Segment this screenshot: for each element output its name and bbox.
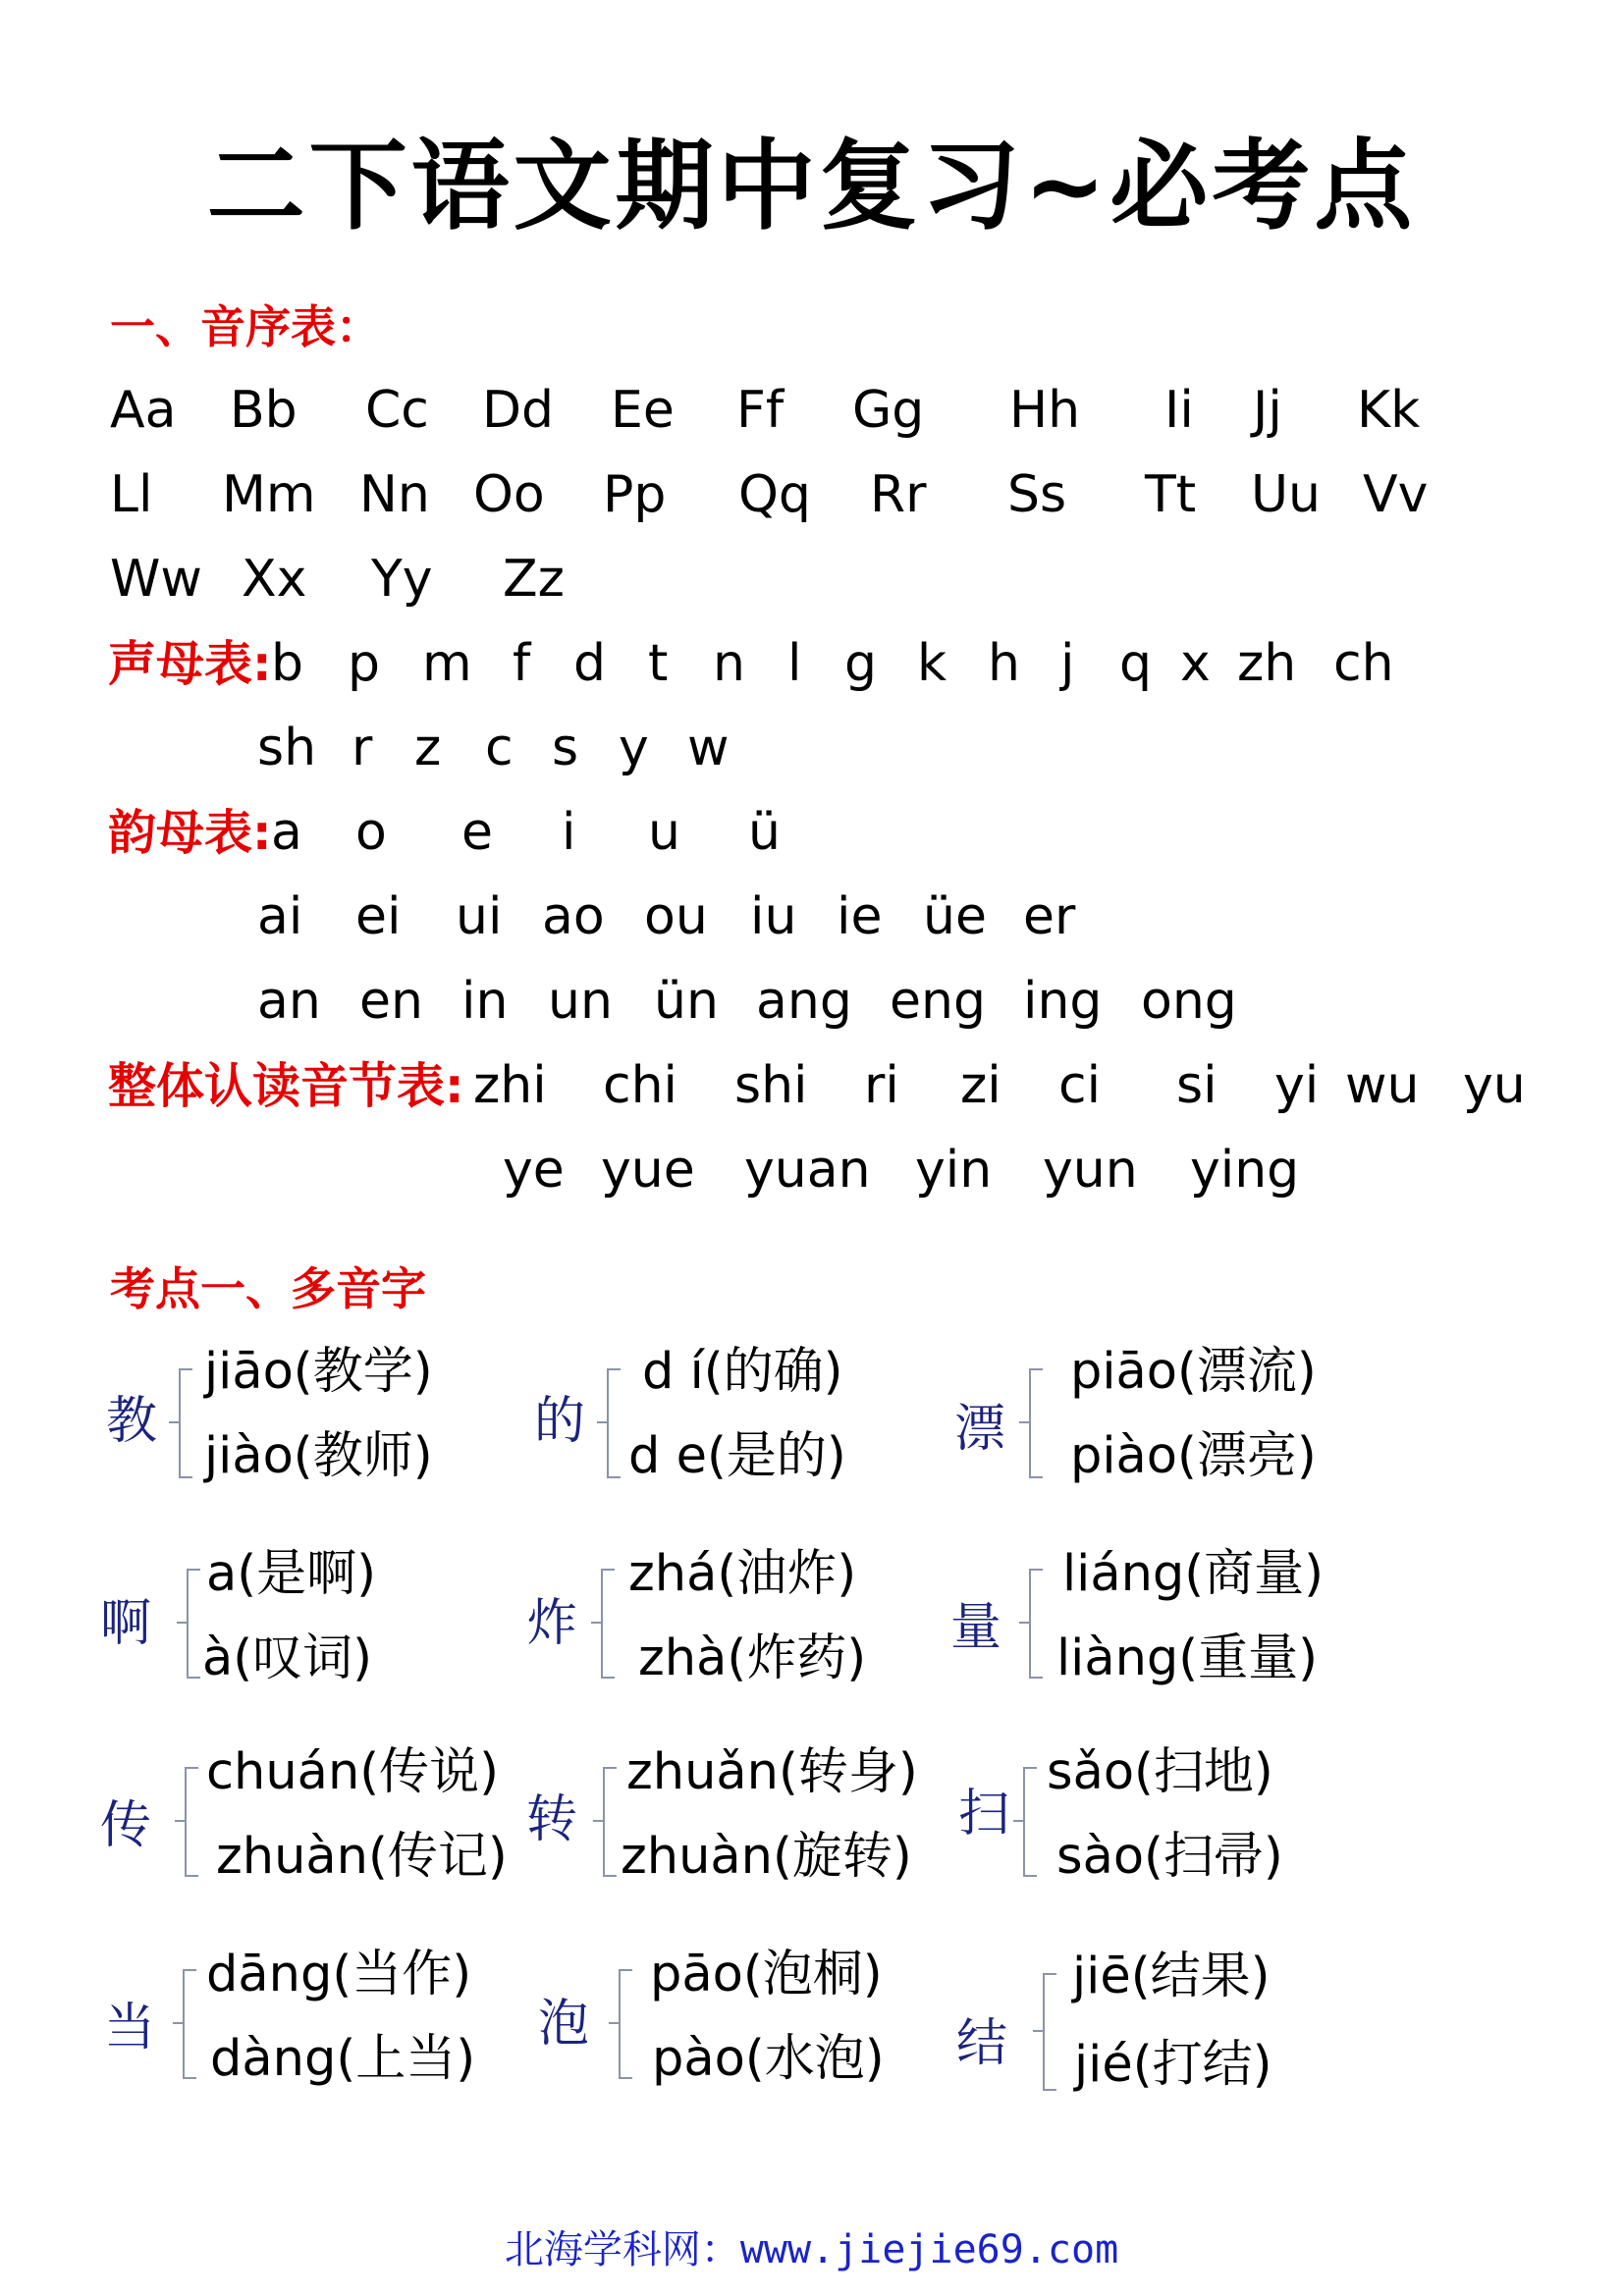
letter-pair: Ff — [736, 381, 784, 440]
syllable: yu — [1463, 1056, 1526, 1115]
section-heading-alphabet: 一、音序表： — [110, 300, 381, 353]
letter-pair: Ee — [611, 381, 675, 440]
initial: sh — [257, 719, 317, 777]
syllable: si — [1176, 1056, 1217, 1115]
reading-1: chuán(传说) — [206, 1743, 500, 1801]
brace-tip-icon — [177, 1622, 187, 1624]
final: ao — [542, 887, 605, 946]
final: ai — [257, 887, 303, 946]
final: iu — [750, 887, 797, 946]
initial: j — [1060, 634, 1075, 693]
brace-tip-icon — [1019, 1622, 1029, 1624]
final: en — [359, 972, 423, 1031]
syllable: zhi — [473, 1056, 547, 1115]
brace-icon — [1029, 1368, 1043, 1478]
brace-icon — [1043, 1973, 1056, 2091]
syllable: ye — [503, 1141, 565, 1200]
reading-2: zhuàn(传记) — [216, 1828, 508, 1886]
initial: t — [648, 634, 669, 693]
initial: h — [988, 634, 1020, 693]
reading-1: jiē(结果) — [1072, 1948, 1271, 2005]
polyphone-char: 量 — [950, 1598, 1002, 1657]
final: ün — [654, 972, 719, 1031]
syllable: ying — [1190, 1141, 1300, 1200]
reading-2: sào(扫帚) — [1056, 1828, 1283, 1886]
letter-pair: Yy — [371, 550, 433, 609]
syllable: yi — [1274, 1056, 1320, 1115]
brace-icon — [1029, 1569, 1043, 1679]
initial: g — [844, 634, 878, 693]
letter-pair: Xx — [242, 550, 307, 609]
syllable: shi — [734, 1056, 808, 1115]
reading-1: piāo(漂流) — [1070, 1343, 1317, 1401]
letter-pair: Vv — [1363, 465, 1429, 524]
final: ou — [644, 887, 708, 946]
reading-2: zhà(炸药) — [638, 1629, 867, 1687]
final: ing — [1023, 972, 1103, 1031]
final: üe — [923, 887, 987, 946]
final: o — [355, 803, 387, 862]
initial: b — [271, 634, 304, 693]
brace-tip-icon — [175, 1820, 185, 1822]
reading-2: dàng(上当) — [210, 2030, 476, 2088]
syllable: zi — [960, 1056, 1001, 1115]
initial: y — [619, 719, 649, 777]
initial: p — [348, 634, 381, 693]
reading-2: d e(是的) — [628, 1427, 846, 1485]
final: i — [562, 803, 576, 862]
footer-site: 北海学科网： — [504, 2227, 740, 2272]
syllable: yun — [1043, 1141, 1138, 1200]
final: a — [271, 803, 302, 862]
zhengti-label: 整体认读音节表: — [108, 1058, 464, 1114]
initial: z — [414, 719, 442, 777]
brace-tip-icon — [593, 1820, 603, 1822]
syllable: ri — [864, 1056, 899, 1115]
initial: zh — [1237, 634, 1297, 693]
letter-pair: Oo — [473, 465, 545, 524]
letter-pair: Tt — [1145, 465, 1197, 524]
shengmu-label: 声母表: — [108, 636, 272, 692]
final: ang — [756, 972, 852, 1031]
initial: d — [573, 634, 607, 693]
final: u — [648, 803, 680, 862]
initial: f — [513, 634, 531, 693]
initial: k — [917, 634, 947, 693]
initial: n — [713, 634, 745, 693]
initial: m — [422, 634, 472, 693]
reading-1: zhá(油炸) — [628, 1545, 857, 1603]
yunmu-label: 韵母表: — [108, 805, 272, 861]
letter-pair: Dd — [482, 381, 555, 440]
final: ei — [355, 887, 402, 946]
syllable: chi — [603, 1056, 677, 1115]
page-title: 二下语文期中复习~必考点 — [206, 129, 1417, 243]
polyphone-char: 扫 — [958, 1785, 1010, 1843]
section-heading-polyphones: 考点一、多音字 — [110, 1262, 426, 1315]
letter-pair: Rr — [870, 465, 927, 524]
brace-icon — [1023, 1767, 1037, 1877]
letter-pair: Ss — [1007, 465, 1067, 524]
initial: l — [787, 634, 802, 693]
final: in — [461, 972, 509, 1031]
reading-1: sǎo(扫地) — [1047, 1743, 1273, 1801]
reading-2: zhuàn(旋转) — [621, 1828, 912, 1886]
polyphone-char: 啊 — [100, 1594, 152, 1653]
brace-icon — [603, 1767, 617, 1877]
reading-2: à(叹词) — [202, 1629, 373, 1687]
final: ong — [1141, 972, 1237, 1031]
polyphone-char: 教 — [106, 1392, 158, 1451]
letter-pair: Pp — [603, 465, 667, 524]
brace-icon — [183, 1969, 196, 2079]
initial: s — [552, 719, 579, 777]
letter-pair: Cc — [365, 381, 429, 440]
brace-tip-icon — [1019, 1421, 1029, 1423]
polyphone-char: 传 — [100, 1796, 152, 1855]
brace-icon — [601, 1569, 615, 1679]
initial: c — [485, 719, 514, 777]
syllable: ci — [1058, 1056, 1102, 1115]
brace-icon — [619, 1969, 632, 2079]
initial: ch — [1333, 634, 1394, 693]
final: ui — [456, 887, 503, 946]
syllable: yue — [601, 1141, 695, 1200]
letter-pair: Uu — [1251, 465, 1322, 524]
letter-pair: Nn — [359, 465, 430, 524]
initial: q — [1119, 634, 1153, 693]
brace-tip-icon — [609, 2022, 619, 2024]
brace-tip-icon — [169, 1421, 179, 1423]
reading-1: dāng(当作) — [206, 1946, 472, 2003]
initial: r — [352, 719, 373, 777]
syllable: yuan — [744, 1141, 871, 1200]
reading-2: jié(打结) — [1074, 2036, 1272, 2094]
brace-icon — [607, 1368, 621, 1478]
initial: w — [687, 719, 730, 777]
polyphone-char: 结 — [956, 2014, 1008, 2073]
letter-pair: Aa — [110, 381, 177, 440]
final: er — [1023, 887, 1076, 946]
brace-tip-icon — [1033, 2030, 1043, 2032]
letter-pair: Ll — [110, 465, 153, 524]
final: e — [461, 803, 493, 862]
letter-pair: Bb — [230, 381, 298, 440]
syllable: wu — [1345, 1056, 1420, 1115]
reading-1: a(是啊) — [206, 1545, 377, 1603]
letter-pair: Kk — [1357, 381, 1421, 440]
letter-pair: Hh — [1009, 381, 1081, 440]
polyphone-char: 炸 — [526, 1594, 578, 1653]
reading-1: pāo(泡桐) — [650, 1946, 883, 2003]
reading-1: d í(的确) — [642, 1343, 843, 1401]
letter-pair: Zz — [503, 550, 565, 609]
polyphone-char: 泡 — [538, 1995, 590, 2054]
final: ü — [748, 803, 781, 862]
reading-2: piào(漂亮) — [1070, 1427, 1317, 1485]
brace-icon — [185, 1767, 198, 1877]
letter-pair: Jj — [1253, 381, 1282, 440]
letter-pair: Mm — [222, 465, 316, 524]
letter-pair: Ii — [1164, 381, 1194, 440]
footer-url[interactable]: www.jiejie69.com — [739, 2227, 1119, 2272]
reading-1: liáng(商量) — [1062, 1545, 1325, 1603]
brace-tip-icon — [597, 1421, 607, 1423]
polyphone-char: 漂 — [954, 1400, 1006, 1459]
initial: x — [1180, 634, 1211, 693]
polyphone-char: 的 — [534, 1392, 586, 1451]
polyphone-char: 当 — [104, 1999, 156, 2057]
final: ie — [837, 887, 883, 946]
final: un — [548, 972, 613, 1031]
brace-tip-icon — [173, 2022, 183, 2024]
brace-tip-icon — [1013, 1820, 1023, 1822]
reading-2: liàng(重量) — [1056, 1629, 1319, 1687]
brace-icon — [179, 1368, 192, 1478]
reading-1: zhuǎn(转身) — [626, 1743, 918, 1801]
letter-pair: Gg — [852, 381, 925, 440]
brace-tip-icon — [591, 1622, 601, 1624]
syllable: yin — [915, 1141, 993, 1200]
final: an — [257, 972, 321, 1031]
polyphone-char: 转 — [526, 1790, 578, 1849]
letter-pair: Qq — [738, 465, 811, 524]
reading-1: jiāo(教学) — [204, 1343, 433, 1401]
letter-pair: Ww — [110, 550, 202, 609]
footer-watermark — [0, 2227, 1623, 2272]
reading-2: pào(水泡) — [652, 2030, 885, 2088]
brace-icon — [187, 1569, 200, 1679]
reading-2: jiào(教师) — [204, 1427, 433, 1485]
final: eng — [890, 972, 986, 1031]
